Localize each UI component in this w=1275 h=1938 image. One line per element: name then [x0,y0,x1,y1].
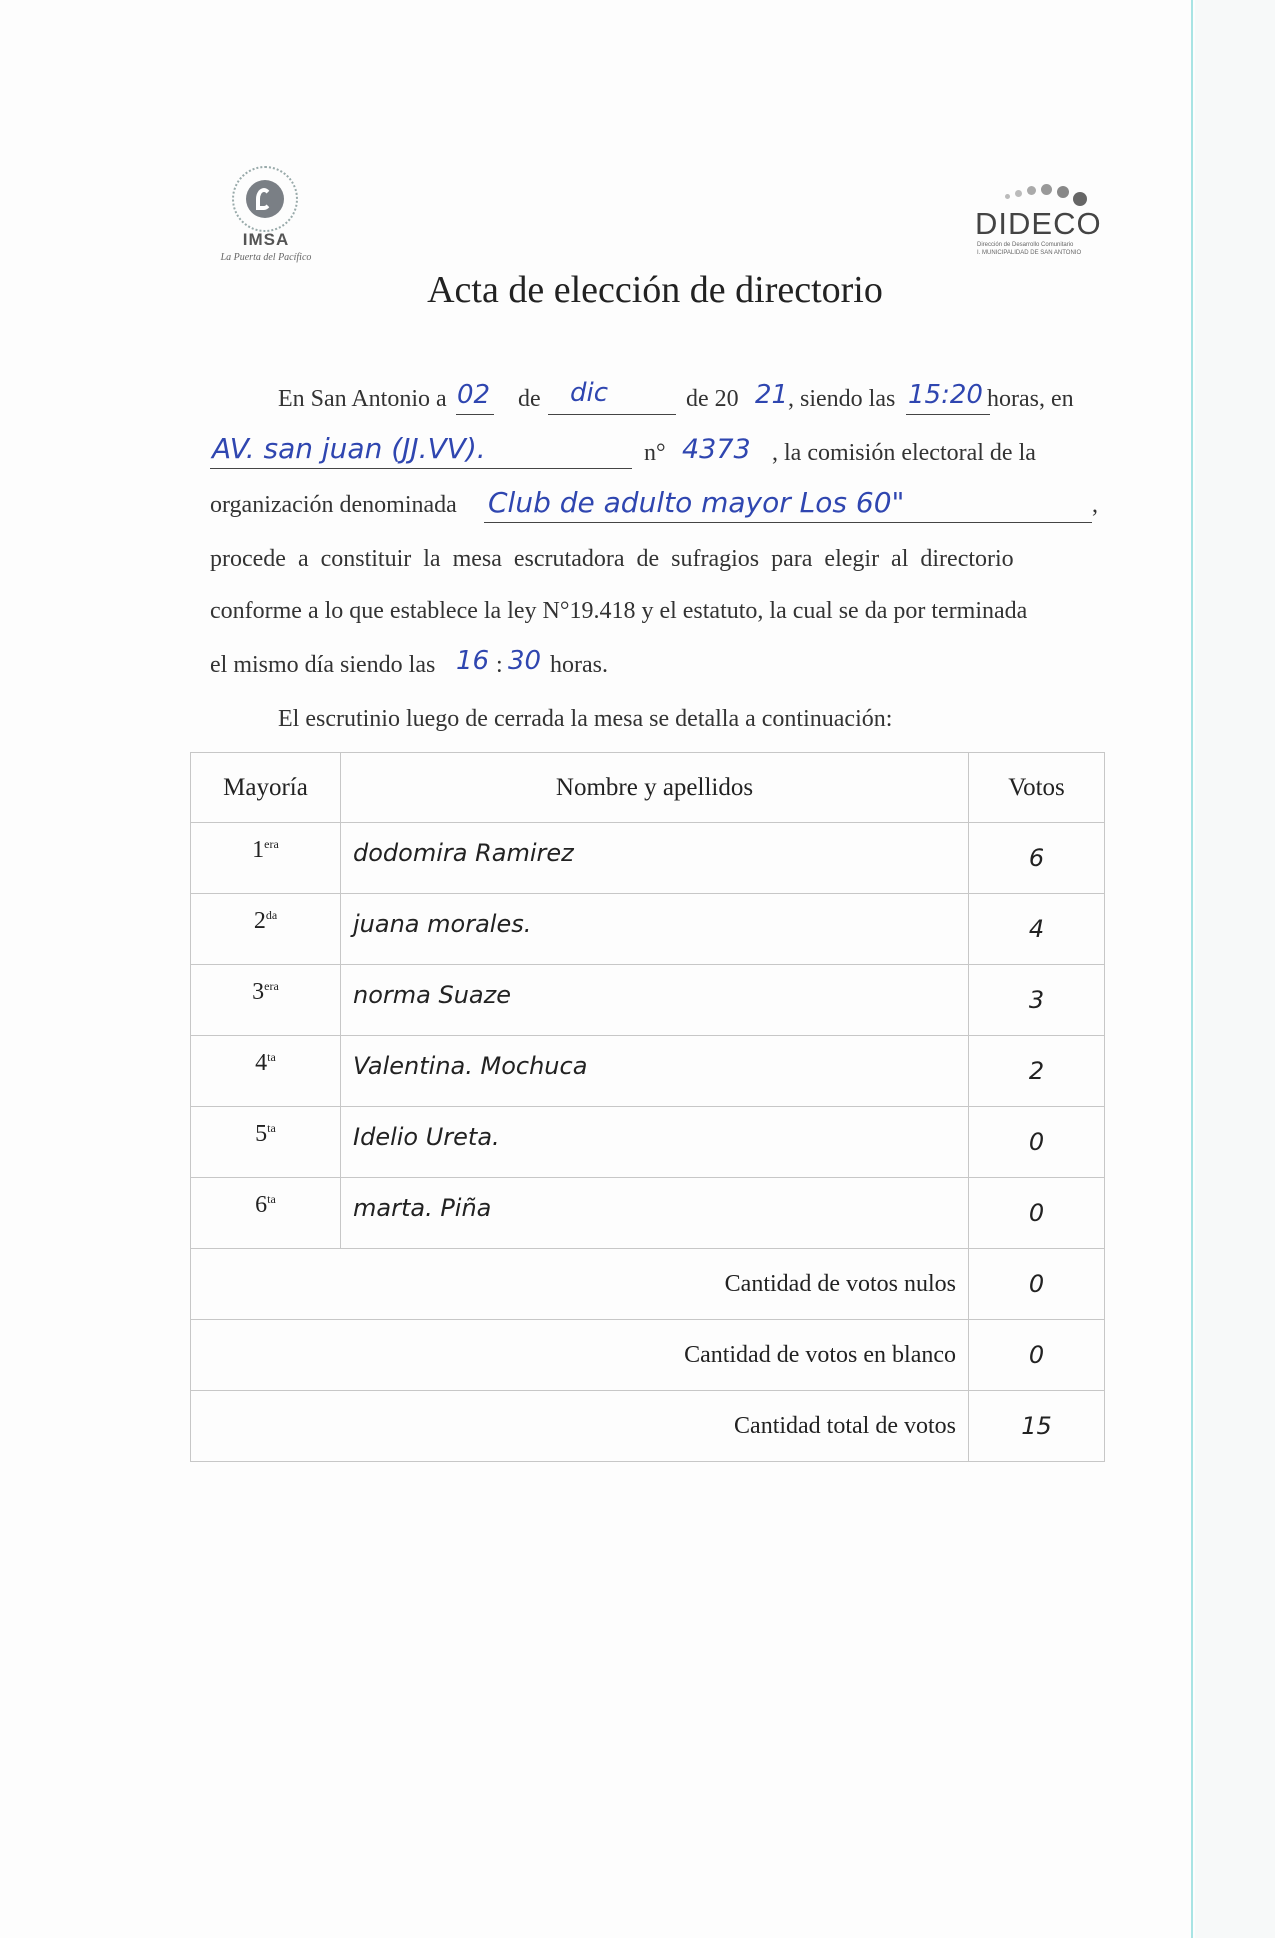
summary-label: Cantidad total de votos [191,1391,969,1462]
table-row [191,965,1105,1036]
vote-count: 0 [969,1107,1105,1178]
summary-row-blank [191,1320,1105,1391]
logo-name: IMSA [242,230,290,249]
blank-line [484,522,1092,523]
vote-count: 2 [969,1036,1105,1107]
text-segment: de 20 [686,386,739,412]
text-line: conforme a lo que establece la ley N°19.418 y el estatuto, la cual se da por terminada [210,598,1028,624]
rank-cell: $1^{era}$ [191,823,341,894]
vote-count: 0 [969,1178,1105,1249]
rank-cell: $3^{era}$ [191,965,341,1036]
text-segment: , la comisión electoral de la [772,440,1036,466]
handwritten-year: 21 [755,380,789,410]
handwritten-day: 02 [457,380,491,410]
handwritten-number: 4373 [682,434,751,465]
text-segment: En San Antonio a [278,386,447,412]
rank-cell: $5^{ta}$ [191,1107,341,1178]
text-segment: organización denominada [210,492,457,518]
blank-line [456,414,494,415]
summary-value: 0 [969,1249,1105,1320]
logo-tagline: La Puerta del Pacífico [220,252,312,263]
handwritten-end-minute: 30 [508,646,542,676]
header-rank: Mayoría [191,753,341,823]
rank-cell: $4^{ta}$ [191,1036,341,1107]
logo-seal-icon [246,180,284,218]
dideco-logo [975,180,1102,260]
imsa-logo [222,166,310,266]
header-name: Nombre y apellidos [341,753,969,823]
text-segment: : [496,652,503,678]
candidate-name: norma Suaze [341,965,969,1036]
handwritten-start-time: 15:20 [908,380,983,410]
header-votes: Votos [969,753,1105,823]
candidate-name: juana morales. [341,894,969,965]
rank-cell: $6^{ta}$ [191,1178,341,1249]
text-segment: , [1092,492,1098,518]
table-row [191,823,1105,894]
summary-label: Cantidad de votos nulos [191,1249,969,1320]
text-segment: , siendo las [788,386,896,412]
handwritten-end-hour: 16 [456,646,490,676]
text-segment: horas. [550,652,608,678]
table-row [191,894,1105,965]
logo-subtitle: I. MUNICIPALIDAD DE SAN ANTONIO [977,250,1082,256]
results-table [190,752,1105,1462]
text-segment: n° [644,440,666,466]
candidate-name: marta. Piña [341,1178,969,1249]
logo-subtitle: Dirección de Desarrollo Comunitario [977,242,1074,248]
table-row [191,1036,1105,1107]
summary-label: Cantidad de votos en blanco [191,1320,969,1391]
table-row [191,1178,1105,1249]
document-title: Acta de elección de directorio [427,269,883,311]
text-segment: horas, en [987,386,1074,412]
blank-line [548,414,676,415]
handwritten-month: dic [570,378,609,408]
handwritten-address: AV. san juan (JJ.VV). [212,432,486,465]
blank-line [906,414,990,415]
table-row [191,1107,1105,1178]
blank-line [210,468,632,469]
text-line: procede a constituir la mesa escrutadora de sufragios para elegir al directorio [210,546,1014,572]
summary-value: 15 [969,1391,1105,1462]
vote-count: 6 [969,823,1105,894]
candidate-name: Idelio Ureta. [341,1107,969,1178]
text-segment: de [518,386,541,412]
summary-value: 0 [969,1320,1105,1391]
vote-count: 3 [969,965,1105,1036]
rank-cell: $2^{da}$ [191,894,341,965]
vote-count: 4 [969,894,1105,965]
logo-name: DIDECO [975,206,1102,241]
table-header-row [191,753,1105,823]
text-segment: el mismo día siendo las [210,652,436,678]
summary-row-total [191,1391,1105,1462]
candidate-name: dodomira Ramirez [341,823,969,894]
summary-row-null [191,1249,1105,1320]
text-line: El escrutinio luego de cerrada la mesa se detalla a continuación: [278,706,893,732]
handwritten-org-name: Club de adulto mayor Los 60" [488,486,905,519]
candidate-name: Valentina. Mochuca [341,1036,969,1107]
